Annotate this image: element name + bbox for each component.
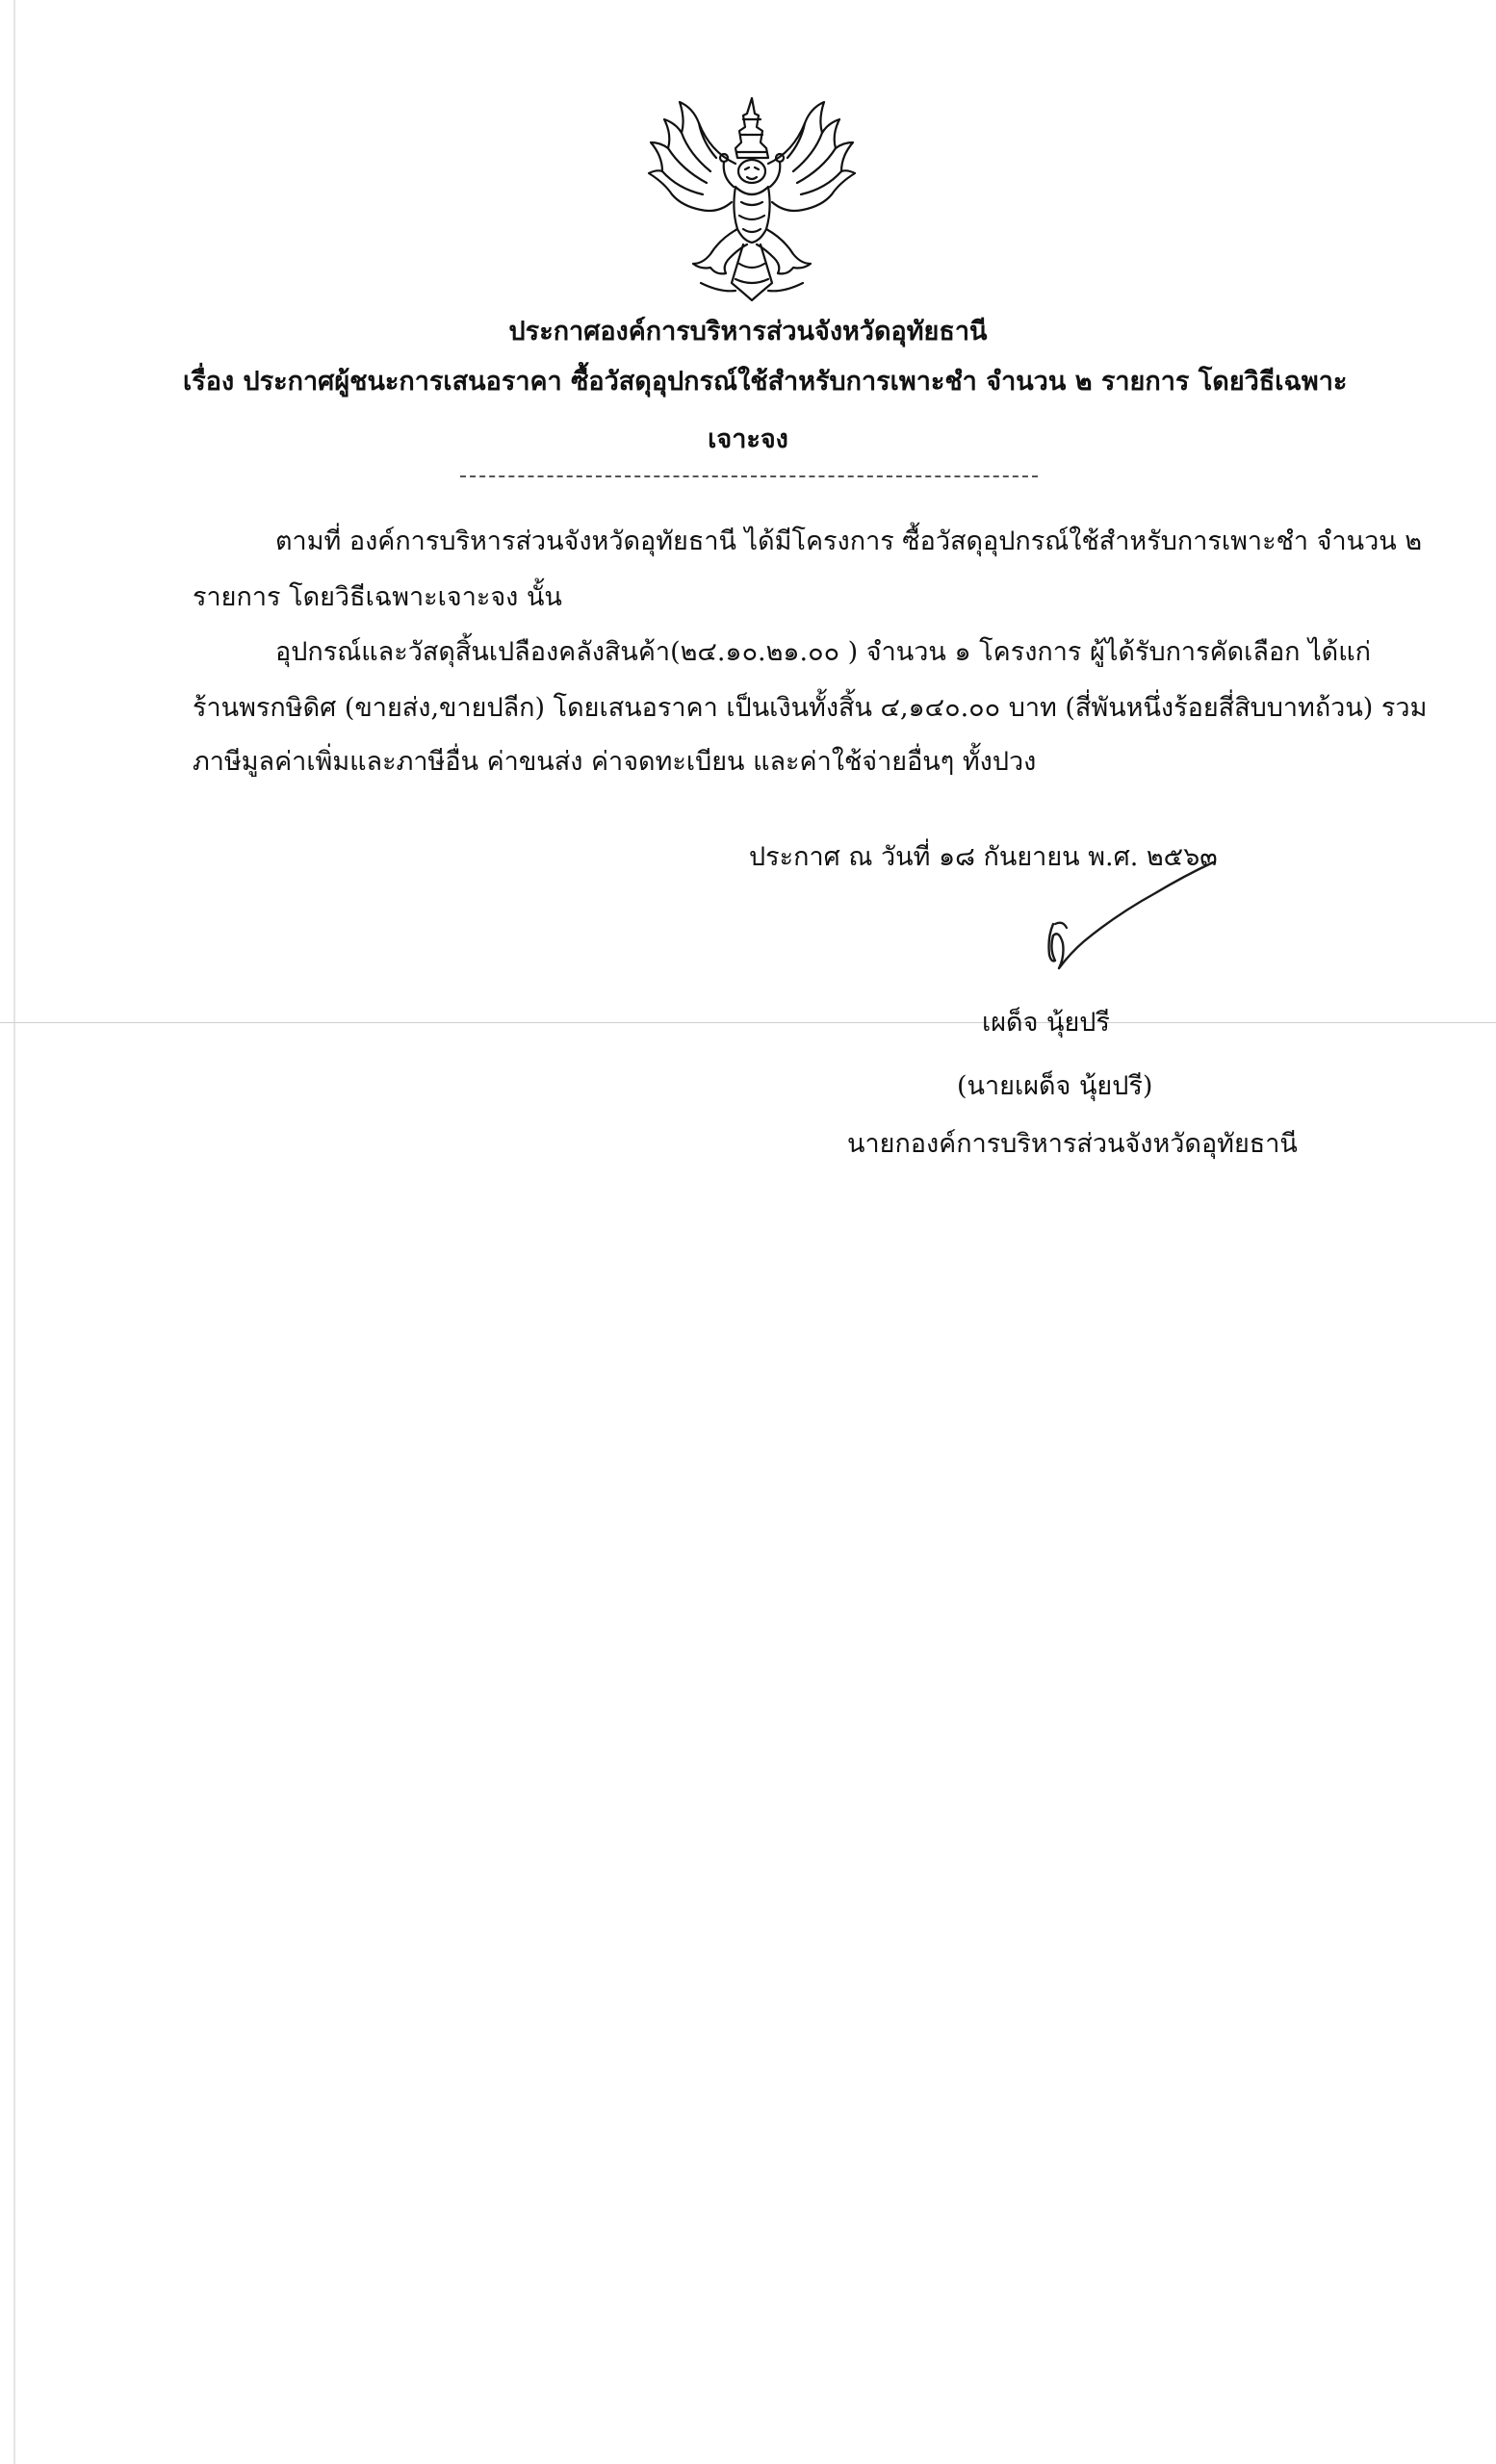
handwritten-signature xyxy=(1020,857,1251,991)
scan-artifact-line xyxy=(0,1022,1496,1023)
signer-printed-name: เผด็จ นุ้ยปรี xyxy=(982,1008,1110,1038)
title-divider xyxy=(460,475,1038,477)
document-subject-line-2: เจาะจง xyxy=(708,424,788,454)
body-paragraph-2-line-1: อุปกรณ์และวัสดุสิ้นเปลืองคลังสินค้า(๒๔.๑๐.๒๑.๐๐ ) จำนวน ๑ โครงการ ผู้ได้รับการคัดเลือก ได้แก่ xyxy=(275,637,1371,667)
announce-date: ประกาศ ณ วันที่ ๑๘ กันยายน พ.ศ. ๒๕๖๓ xyxy=(749,842,1218,872)
garuda-emblem-icon xyxy=(643,94,861,306)
document-subject-line-1: เรื่อง ประกาศผู้ชนะการเสนอราคา ซื้อวัสดุอุปกรณ์ใช้สำหรับการเพาะชำ จำนวน ๒ รายการ โดยวิธีเฉพาะ xyxy=(183,367,1348,397)
body-paragraph-2-line-2: ร้านพรกษิดิศ (ขายส่ง,ขายปลีก) โดยเสนอราคา เป็นเงินทั้งสิ้น ๔,๑๔๐.๐๐ บาท (สี่พันหนึ่งร้อยสี่สิบบาทถ้วน) รวม xyxy=(193,693,1428,723)
page-edge-line xyxy=(13,0,15,2464)
signer-position: นายกองค์การบริหารส่วนจังหวัดอุทัยธานี xyxy=(847,1129,1298,1159)
document-title: ประกาศองค์การบริหารส่วนจังหวัดอุทัยธานี xyxy=(508,317,988,346)
body-paragraph-2-line-3: ภาษีมูลค่าเพิ่มและภาษีอื่น ค่าขนส่ง ค่าจดทะเบียน และค่าใช้จ่ายอื่นๆ ทั้งปวง xyxy=(193,747,1037,777)
body-paragraph-1-line-2: รายการ โดยวิธีเฉพาะเจาะจง นั้น xyxy=(193,582,562,612)
signer-full-name: (นายเผด็จ นุ้ยปรี) xyxy=(957,1071,1153,1101)
body-paragraph-1-line-1: ตามที่ องค์การบริหารส่วนจังหวัดอุทัยธานี ได้มีโครงการ ซื้อวัสดุอุปกรณ์ใช้สำหรับการเพาะชำ จำนวน ๒ xyxy=(275,526,1423,556)
